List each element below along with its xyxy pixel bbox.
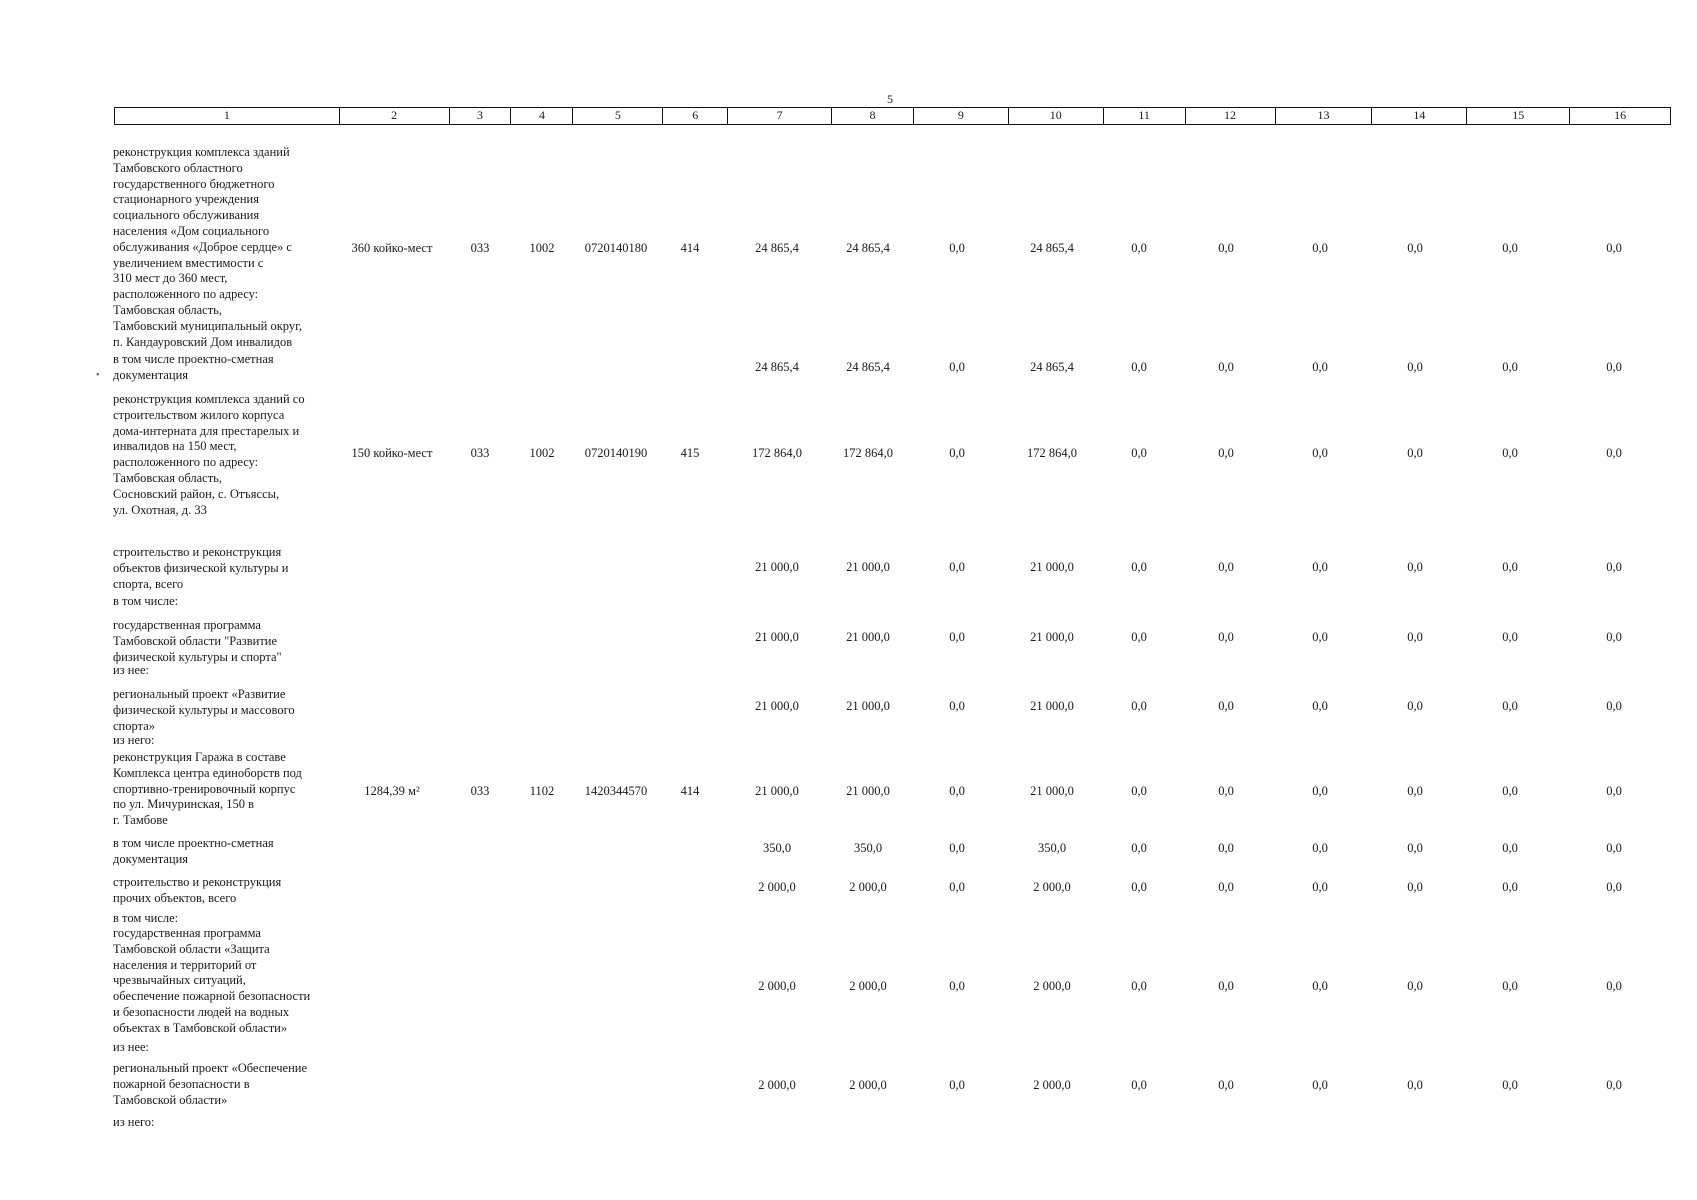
row-value-col-13: 0,0 xyxy=(1312,241,1328,255)
row-value-col-16: 0,0 xyxy=(1606,446,1622,460)
row-value-col-10: 2 000,0 xyxy=(1033,880,1071,894)
row-value-col-7: 21 000,0 xyxy=(755,630,799,644)
row-value-col-14: 0,0 xyxy=(1407,241,1423,255)
row-c3-cell: 033 xyxy=(470,446,490,460)
header-col-11: 11 xyxy=(1104,108,1186,124)
row-value-col-11: 0,0 xyxy=(1131,699,1147,713)
row-value-col-12: 0,0 xyxy=(1218,446,1234,460)
row-value-col-12: 0,0 xyxy=(1218,979,1234,993)
row-value-col-14: 0,0 xyxy=(1407,1078,1423,1092)
row-label: строительство и реконструкция прочих объектов, всего xyxy=(113,875,282,905)
row-value-col-7: 21 000,0 xyxy=(755,699,799,713)
header-col-16: 16 xyxy=(1614,108,1627,122)
row-c5-cell: 1420344570 xyxy=(584,784,648,798)
row-label: из нее: xyxy=(113,1040,150,1054)
row-value-col-8: 24 865,4 xyxy=(846,360,890,374)
row-value-col-13: 0,0 xyxy=(1312,841,1328,855)
row-value-col-10: 21 000,0 xyxy=(1030,784,1074,798)
row-value-col-9: 0,0 xyxy=(949,880,965,894)
row-value-col-16: 0,0 xyxy=(1606,880,1622,894)
row-value-col-12: 0,0 xyxy=(1218,880,1234,894)
row-label: из него: xyxy=(113,733,155,747)
row-value-col-7: 24 865,4 xyxy=(755,360,799,374)
row-value-col-8: 24 865,4 xyxy=(846,241,890,255)
row-value-col-7: 2 000,0 xyxy=(758,979,796,993)
row-label: реконструкция комплекса зданий со строительством жилого корпуса дома-интерната для престарелых и инвалидов на 150 мест, расположенного по адресу: Тамбовская область, Сосновский район, с. Отъяссы, ул. Охотная, д. 33 xyxy=(113,392,305,517)
row-value-col-8: 2 000,0 xyxy=(849,979,887,993)
row-value-col-16: 0,0 xyxy=(1606,784,1622,798)
scan-mark: • xyxy=(96,370,100,381)
row-c4-cell: 1102 xyxy=(529,784,555,798)
row-value-col-11: 0,0 xyxy=(1131,360,1147,374)
row-value-col-13: 0,0 xyxy=(1312,979,1328,993)
row-value-col-12: 0,0 xyxy=(1218,699,1234,713)
row-value-col-13: 0,0 xyxy=(1312,446,1328,460)
row-c6-cell: 415 xyxy=(680,446,700,460)
row-value-col-15: 0,0 xyxy=(1502,241,1518,255)
row-value-col-11: 0,0 xyxy=(1131,880,1147,894)
row-value-col-11: 0,0 xyxy=(1131,784,1147,798)
header-col-2: 2 xyxy=(340,108,450,124)
row-value-col-10: 24 865,4 xyxy=(1030,241,1074,255)
row-value-col-13: 0,0 xyxy=(1312,784,1328,798)
row-value-col-15: 0,0 xyxy=(1502,560,1518,574)
row-c4-cell: 1002 xyxy=(529,241,555,255)
row-value-col-9: 0,0 xyxy=(949,841,965,855)
row-value-col-14: 0,0 xyxy=(1407,979,1423,993)
row-value-col-16: 0,0 xyxy=(1606,360,1622,374)
row-value-col-12: 0,0 xyxy=(1218,360,1234,374)
row-c3-cell: 033 xyxy=(470,241,490,255)
row-value-col-14: 0,0 xyxy=(1407,841,1423,855)
row-value-col-15: 0,0 xyxy=(1502,880,1518,894)
row-value-col-11: 0,0 xyxy=(1131,979,1147,993)
row-value-col-9: 0,0 xyxy=(949,699,965,713)
row-label: строительство и реконструкция объектов физической культуры и спорта, всего xyxy=(113,545,289,591)
row-value-col-7: 350,0 xyxy=(762,841,792,855)
row-value-col-8: 21 000,0 xyxy=(846,784,890,798)
row-value-col-15: 0,0 xyxy=(1502,1078,1518,1092)
row-value-col-14: 0,0 xyxy=(1407,880,1423,894)
row-value-col-8: 172 864,0 xyxy=(843,446,893,460)
row-value-col-9: 0,0 xyxy=(949,360,965,374)
row-value-col-11: 0,0 xyxy=(1131,841,1147,855)
row-value-col-8: 21 000,0 xyxy=(846,699,890,713)
row-value-col-11: 0,0 xyxy=(1131,241,1147,255)
page-number: 5 xyxy=(887,92,893,106)
row-c6-cell: 414 xyxy=(680,241,700,255)
row-value-col-10: 2 000,0 xyxy=(1033,979,1071,993)
row-c6-cell: 414 xyxy=(680,784,700,798)
row-value-col-11: 0,0 xyxy=(1131,560,1147,574)
row-value-col-13: 0,0 xyxy=(1312,560,1328,574)
row-value-col-16: 0,0 xyxy=(1606,630,1622,644)
row-label: реконструкция Гаража в составе Комплекса центра единоборств под спортивно-тренировочный корпус по ул. Мичуринская, 150 в г. Тамбове xyxy=(113,750,302,828)
row-value-col-9: 0,0 xyxy=(949,979,965,993)
row-value-col-10: 2 000,0 xyxy=(1033,1078,1071,1092)
row-label: в том числе проектно-сметная документация xyxy=(113,352,274,382)
row-value-col-11: 0,0 xyxy=(1131,630,1147,644)
header-col-3: 3 xyxy=(450,108,512,124)
row-value-col-10: 21 000,0 xyxy=(1030,699,1074,713)
row-value-col-11: 0,0 xyxy=(1131,1078,1147,1092)
row-value-col-8: 2 000,0 xyxy=(849,1078,887,1092)
header-col-8: 8 xyxy=(832,108,914,124)
row-label: государственная программа Тамбовской области "Развитие физической культуры и спорта" xyxy=(113,618,282,664)
row-label: реконструкция комплекса зданий Тамбовского областного государственного бюджетного стационарного учреждения социального обслуживания населения «Дом социального обслуживания «Доброе сердце» с увеличением вместимости с 310 мест до 360 мест, расположенного по адресу: Тамбовская область, Тамбовский муниципальный округ, п. Кандауровский Дом инвалидов xyxy=(113,145,302,349)
header-col-15: 15 xyxy=(1467,108,1570,124)
row-value-col-7: 21 000,0 xyxy=(755,560,799,574)
row-value-col-7: 21 000,0 xyxy=(755,784,799,798)
row-value-col-7: 2 000,0 xyxy=(758,880,796,894)
row-value-col-12: 0,0 xyxy=(1218,841,1234,855)
row-capacity-cell: 1284,39 м² xyxy=(364,784,420,798)
header-col-6: 6 xyxy=(663,108,728,124)
header-col-14: 14 xyxy=(1372,108,1467,124)
row-c5-cell: 0720140180 xyxy=(584,241,648,255)
row-capacity-cell: 150 койко-мест xyxy=(351,446,433,460)
row-value-col-16: 0,0 xyxy=(1606,979,1622,993)
row-value-col-13: 0,0 xyxy=(1312,1078,1328,1092)
row-value-col-14: 0,0 xyxy=(1407,784,1423,798)
row-c3-cell: 033 xyxy=(470,784,490,798)
row-label: региональный проект «Обеспечение пожарной безопасности в Тамбовской области» xyxy=(113,1061,308,1107)
row-value-col-7: 2 000,0 xyxy=(758,1078,796,1092)
header-col-9: 9 xyxy=(914,108,1009,124)
row-value-col-13: 0,0 xyxy=(1312,880,1328,894)
row-value-col-9: 0,0 xyxy=(949,784,965,798)
header-col-5: 5 xyxy=(573,108,663,124)
row-value-col-11: 0,0 xyxy=(1131,446,1147,460)
row-value-col-13: 0,0 xyxy=(1312,699,1328,713)
row-label: государственная программа Тамбовской области «Защита населения и территорий от чрезвычайных ситуаций, обеспечение пожарной безопасности и безопасности людей на водных объектах в Тамбовской области» xyxy=(113,926,311,1035)
row-value-col-15: 0,0 xyxy=(1502,630,1518,644)
row-value-col-10: 21 000,0 xyxy=(1030,630,1074,644)
row-value-col-10: 21 000,0 xyxy=(1030,560,1074,574)
row-value-col-7: 24 865,4 xyxy=(755,241,799,255)
row-c4-cell: 1002 xyxy=(529,446,555,460)
row-value-col-14: 0,0 xyxy=(1407,560,1423,574)
row-value-col-12: 0,0 xyxy=(1218,1078,1234,1092)
row-value-col-13: 0,0 xyxy=(1312,360,1328,374)
row-value-col-8: 21 000,0 xyxy=(846,560,890,574)
row-value-col-16: 0,0 xyxy=(1606,699,1622,713)
header-col-13: 13 xyxy=(1276,108,1373,124)
row-value-col-9: 0,0 xyxy=(949,241,965,255)
row-value-col-10: 24 865,4 xyxy=(1030,360,1074,374)
row-value-col-7: 172 864,0 xyxy=(752,446,802,460)
row-label: из нее: xyxy=(113,663,150,677)
header-col-7: 7 xyxy=(728,108,832,124)
row-value-col-16: 0,0 xyxy=(1606,841,1622,855)
row-label: в том числе: xyxy=(113,594,179,608)
row-value-col-15: 0,0 xyxy=(1502,446,1518,460)
row-value-col-16: 0,0 xyxy=(1606,560,1622,574)
row-value-col-9: 0,0 xyxy=(949,560,965,574)
header-col-1: 1 xyxy=(115,108,340,124)
row-value-col-14: 0,0 xyxy=(1407,630,1423,644)
row-value-col-9: 0,0 xyxy=(949,446,965,460)
row-value-col-16: 0,0 xyxy=(1606,241,1622,255)
row-value-col-15: 0,0 xyxy=(1502,841,1518,855)
header-col-10: 10 xyxy=(1009,108,1104,124)
row-value-col-12: 0,0 xyxy=(1218,784,1234,798)
row-value-col-16: 0,0 xyxy=(1606,1078,1622,1092)
row-value-col-14: 0,0 xyxy=(1407,699,1423,713)
row-value-col-12: 0,0 xyxy=(1218,560,1234,574)
row-value-col-15: 0,0 xyxy=(1502,784,1518,798)
row-value-col-15: 0,0 xyxy=(1502,360,1518,374)
row-value-col-15: 0,0 xyxy=(1502,699,1518,713)
row-c5-cell: 0720140190 xyxy=(584,446,648,460)
row-label: из него: xyxy=(113,1115,155,1129)
row-label: региональный проект «Развитие физической культуры и массового спорта» xyxy=(113,687,295,733)
row-value-col-14: 0,0 xyxy=(1407,360,1423,374)
row-label: в том числе: xyxy=(113,911,179,925)
header-col-4: 4 xyxy=(511,108,573,124)
row-value-col-9: 0,0 xyxy=(949,1078,965,1092)
row-label: в том числе проектно-сметная документация xyxy=(113,836,274,866)
row-value-col-8: 2 000,0 xyxy=(849,880,887,894)
row-value-col-10: 350,0 xyxy=(1037,841,1067,855)
row-value-col-9: 0,0 xyxy=(949,630,965,644)
row-value-col-12: 0,0 xyxy=(1218,630,1234,644)
row-value-col-14: 0,0 xyxy=(1407,446,1423,460)
row-capacity-cell: 360 койко-мест xyxy=(351,241,433,255)
row-value-col-10: 172 864,0 xyxy=(1027,446,1077,460)
header-col-12: 12 xyxy=(1186,108,1276,124)
row-value-col-12: 0,0 xyxy=(1218,241,1234,255)
row-value-col-13: 0,0 xyxy=(1312,630,1328,644)
row-value-col-8: 350,0 xyxy=(853,841,883,855)
row-value-col-8: 21 000,0 xyxy=(846,630,890,644)
row-value-col-15: 0,0 xyxy=(1502,979,1518,993)
